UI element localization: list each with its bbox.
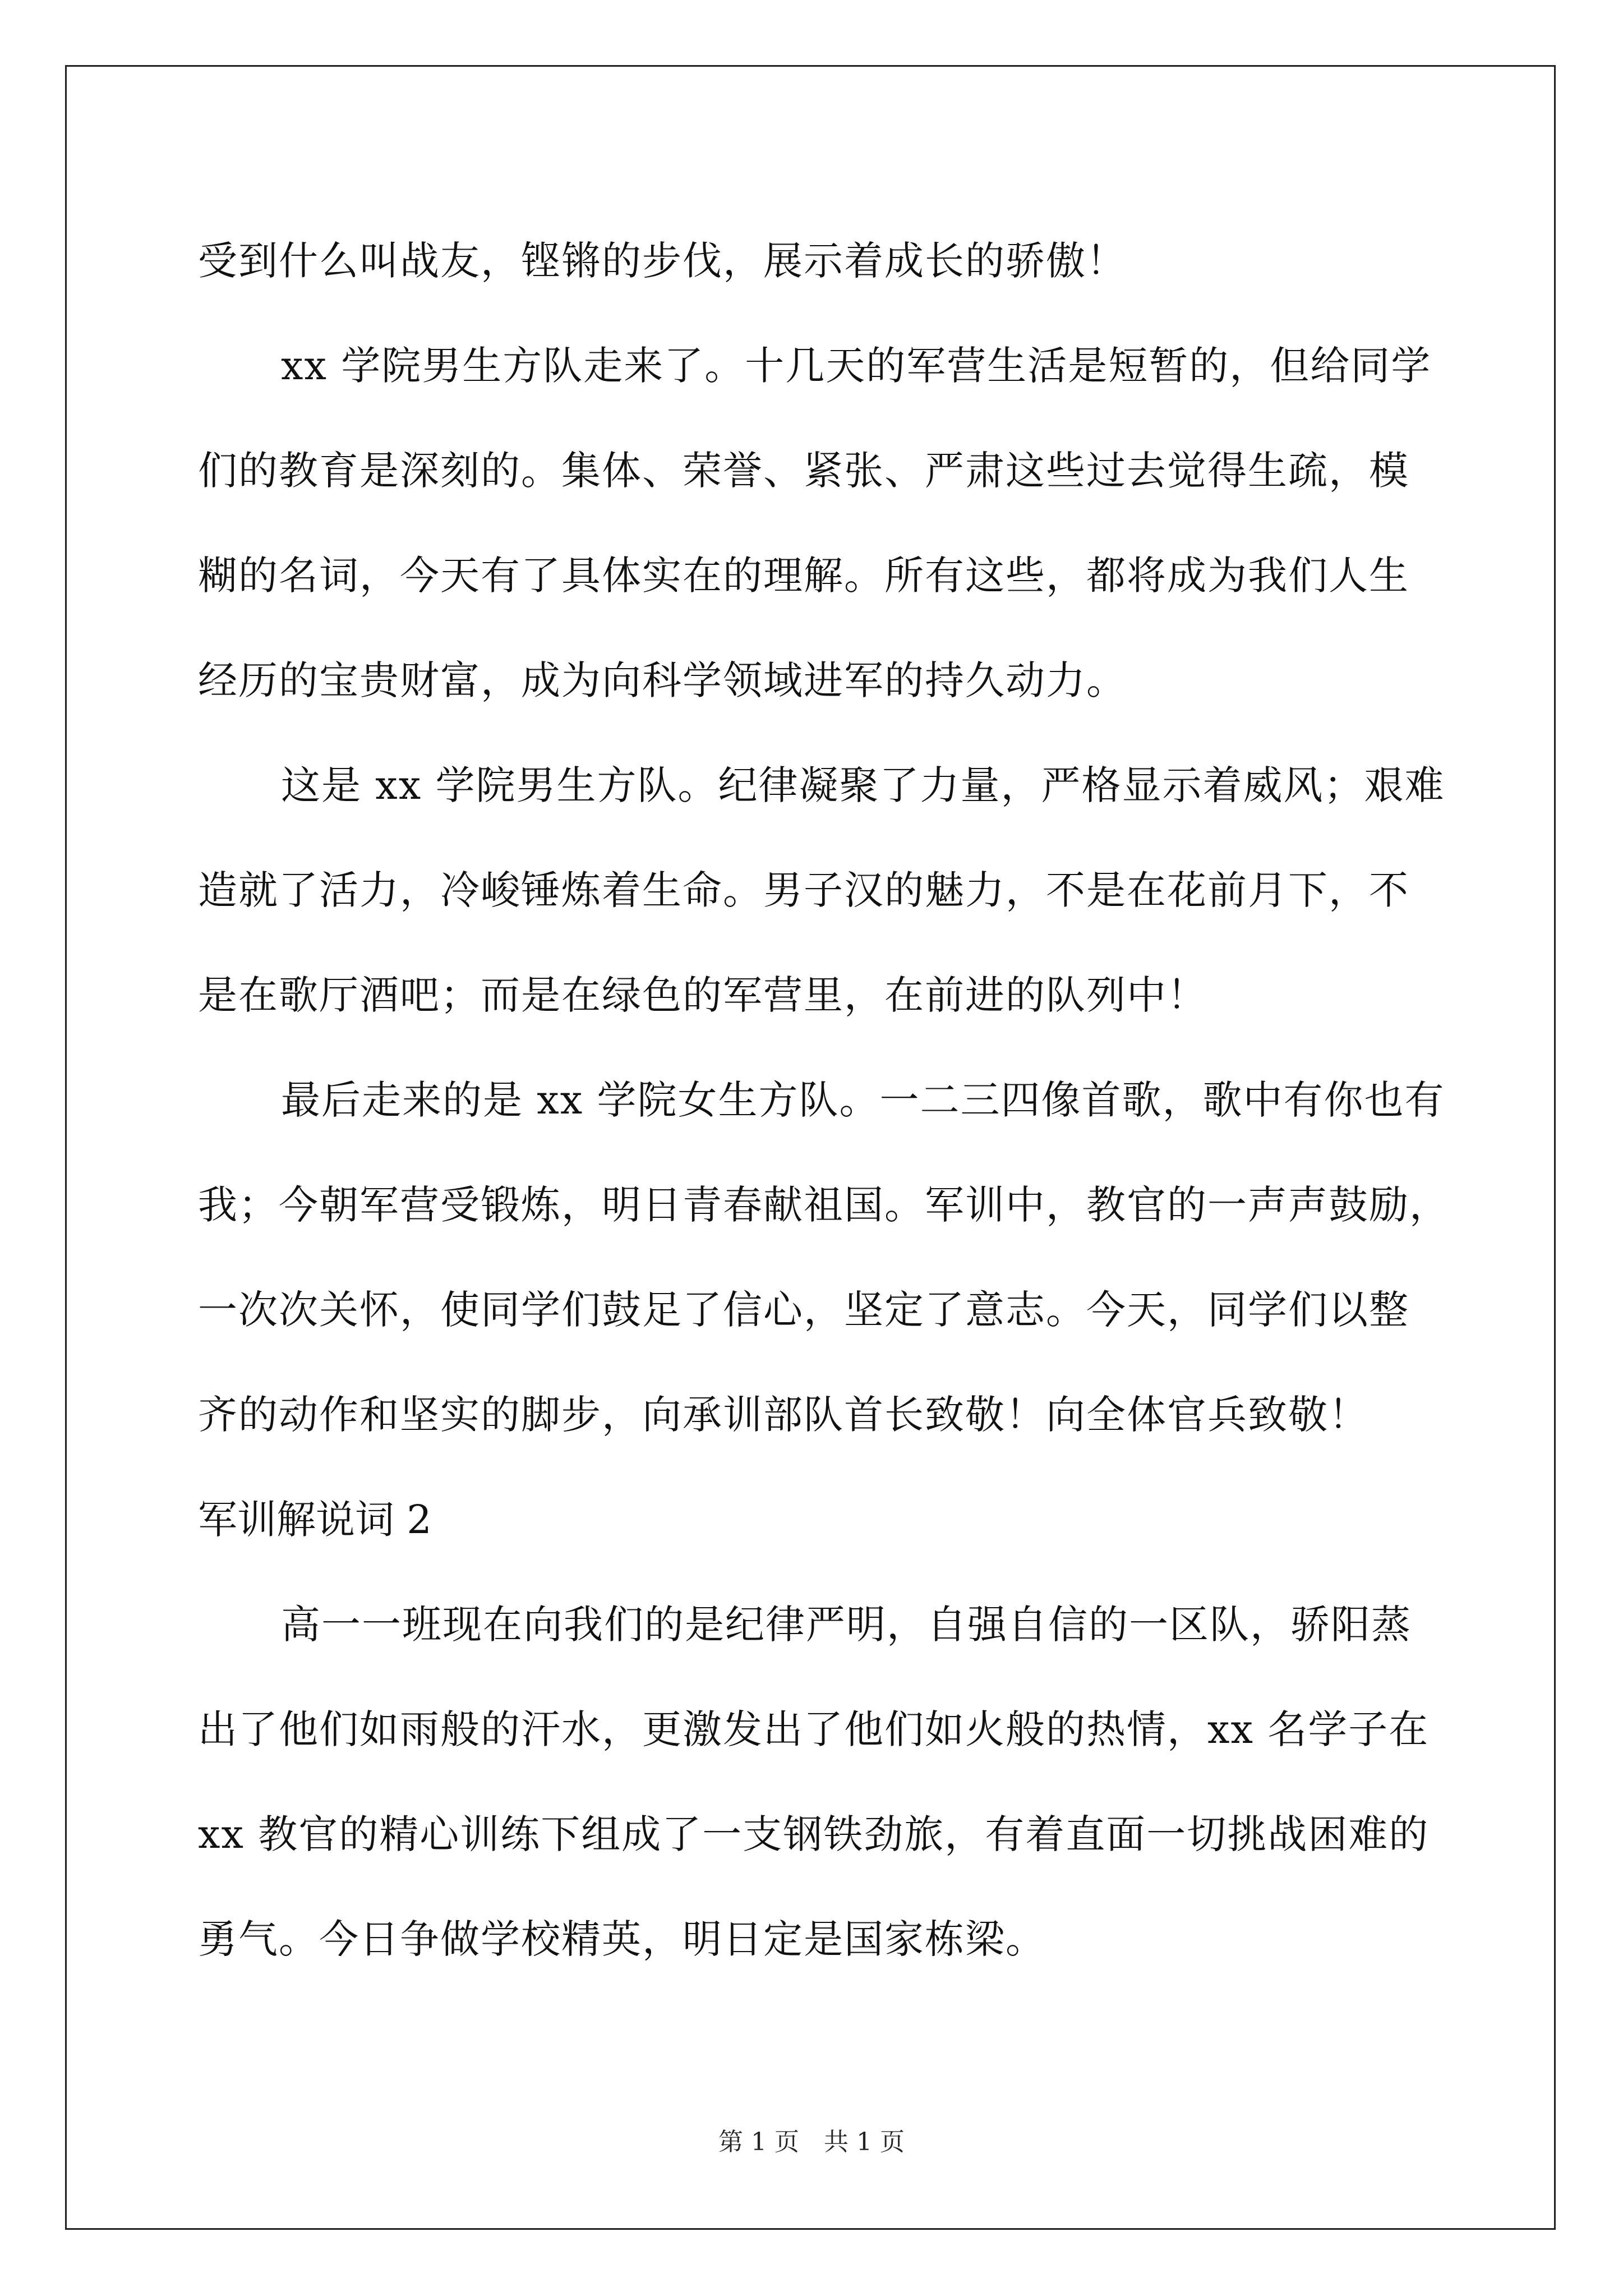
text-line: 出了他们如雨般的汗水，更激发出了他们如火般的热情，xx 名学子在 [198, 1706, 1430, 1752]
page-footer [0, 2122, 1623, 2157]
text-line: 齐的动作和坚实的脚步，向承训部队首长致敬！向全体官兵致敬！ [198, 1392, 1369, 1438]
text-line: 高一一班现在向我们的是纪律严明，自强自信的一区队，骄阳蒸 [281, 1602, 1412, 1648]
text-line: 糊的名词，今天有了具体实在的理解。所有这些，都将成为我们人生 [198, 553, 1409, 599]
text-line: xx 教官的精心训练下组成了一支钢铁劲旅，有着直面一切挑战困难的 [198, 1811, 1430, 1857]
text-line: 造就了活力，冷峻锤炼着生命。男子汉的魅力，不是在花前月下，不 [198, 867, 1409, 913]
text-line: 一次次关怀，使同学们鼓足了信心，坚定了意志。今天，同学们以整 [198, 1287, 1409, 1333]
text-line: 勇气。今日争做学校精英，明日定是国家栋梁。 [198, 1916, 1046, 1962]
page-total: 共 1 页 [824, 2128, 905, 2156]
text-line: 经历的宝贵财富，成为向科学领域进军的持久动力。 [198, 657, 1127, 703]
page-number: 第 1 页 [718, 2128, 799, 2156]
text-line: xx 学院男生方队走来了。十几天的军营生活是短暂的，但给同学 [281, 343, 1432, 389]
text-line: 这是 xx 学院男生方队。纪律凝聚了力量，严格显示着威风；艰难 [281, 762, 1445, 808]
text-line: 受到什么叫战友，铿锵的步伐，展示着成长的骄傲！ [198, 238, 1127, 284]
text-line: 我；今朝军营受锻炼，明日青春献祖国。军训中，教官的一声声鼓励， [198, 1182, 1450, 1228]
section-heading: 军训解说词 2 [198, 1497, 432, 1543]
text-line: 是在歌厅酒吧；而是在绿色的军营里，在前进的队列中！ [198, 972, 1207, 1018]
text-line: 最后走来的是 xx 学院女生方队。一二三四像首歌，歌中有你也有 [281, 1077, 1445, 1123]
text-line: 们的教育是深刻的。集体、荣誉、紧张、严肃这些过去觉得生疏，模 [198, 448, 1409, 494]
document-body [198, 209, 1450, 1992]
